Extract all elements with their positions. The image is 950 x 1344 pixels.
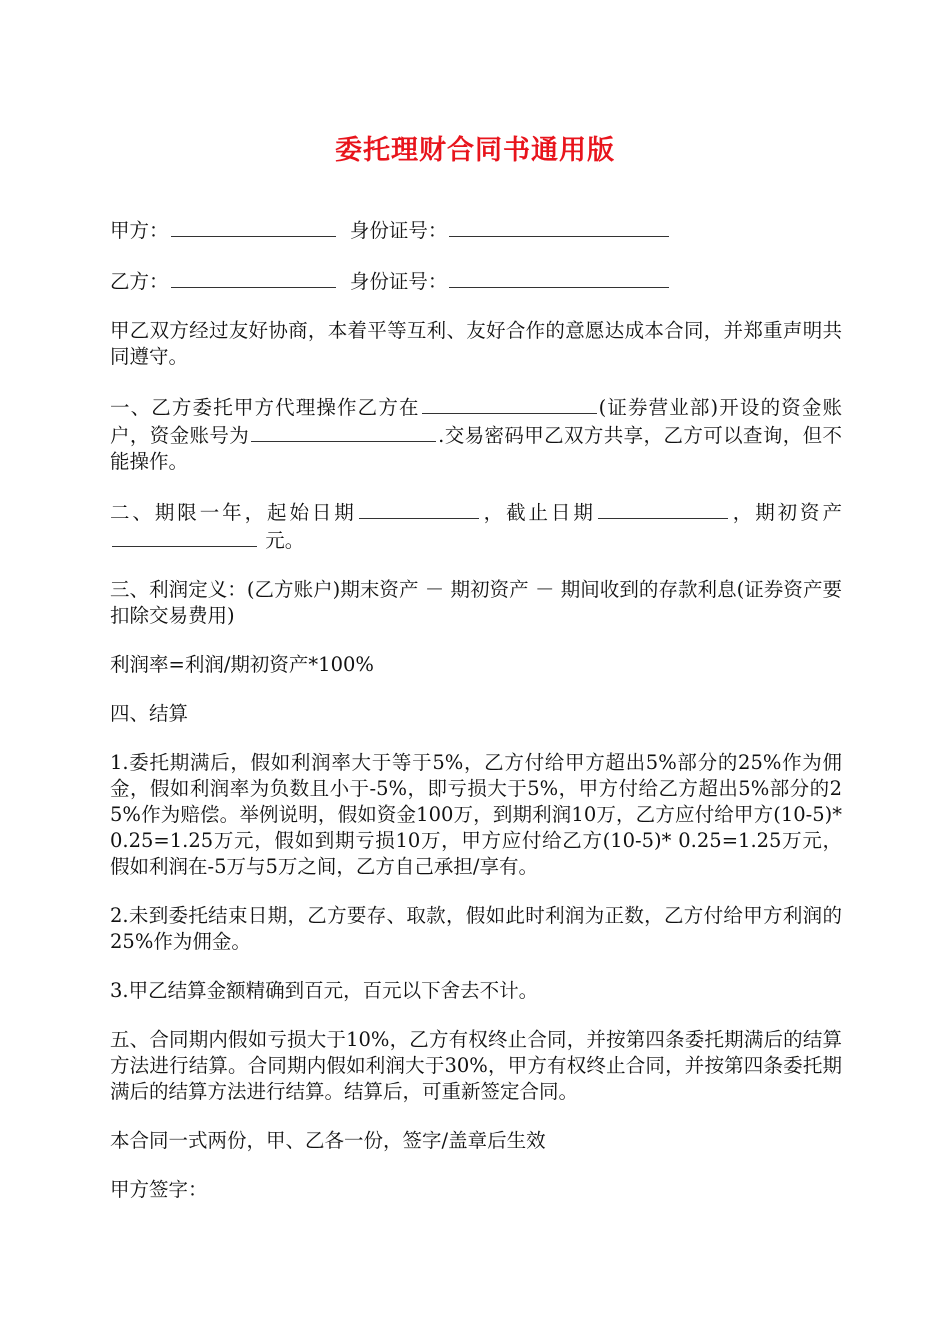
- document-title: 委托理财合同书通用版: [335, 135, 615, 166]
- clause-5: 五、合同期内假如亏损大于10%，乙方有权终止合同，并按第四条委托期满后的结算方法进行结算。合同期内假如利润大于30%，甲方有权终止合同，并按第四条委托期满后的结算方法进行结算。结算后，可重新签定合同。: [110, 1028, 842, 1103]
- party-b-id-blank: [449, 267, 669, 288]
- settlement-item-1: 1.委托期满后，假如利润率大于等于5%，乙方付给甲方超出5%部分的25%作为佣金，假如利润率为负数且小于-5%，即亏损大于5%，甲方付给乙方超出5%部分的25%作为赔偿。举例说明，假如资金100万，到期利润10万，乙方应付给甲方(10-5)*0.25=1.25万元，假如到期亏损10万，甲方应付给乙方(10-5)* 0.25=1.25万元，假如利润在-5万与5万之间，乙方自己承担/享有。: [110, 751, 842, 878]
- party-b-name-blank: [171, 267, 336, 288]
- copies-statement: 本合同一式两份，甲、乙各一份，签字/盖章后生效: [110, 1129, 546, 1152]
- clause-2: [110, 498, 842, 554]
- clause-3: 三、利润定义：(乙方账户)期末资产 － 期初资产 － 期间收到的存款利息(证券资产要扣除交易费用): [110, 578, 842, 627]
- party-a-signature: 甲方签字：: [110, 1178, 208, 1201]
- account-number-blank: [251, 421, 436, 442]
- clause-2-text-1: 二、期限一年，起始日期: [110, 501, 357, 524]
- party-a-id-label: 身份证号：: [349, 219, 448, 242]
- clause-1: [110, 393, 842, 475]
- clause-1-text-2: (证券营业部)开设的资金账户，资金账号为: [110, 396, 842, 447]
- party-b-id-label: 身份证号：: [349, 270, 448, 293]
- clause-1-text-1: 一、乙方委托甲方代理操作乙方在: [110, 396, 420, 419]
- party-a-name-blank: [171, 216, 336, 237]
- clause-2-text-3: ，期初资产: [729, 501, 842, 524]
- party-a-label: 甲方：: [110, 219, 169, 242]
- party-a-id-blank: [449, 216, 669, 237]
- start-date-blank: [359, 498, 479, 519]
- clause-1-text-3: .交易密码甲乙双方共享，乙方可以查询，但不能操作。: [110, 424, 842, 473]
- initial-assets-blank: [112, 526, 257, 547]
- settlement-item-2: 2.未到委托结束日期，乙方要存、取款，假如此时利润为正数，乙方付给甲方利润的25%作为佣金。: [110, 904, 842, 953]
- clause-4-heading: 四、结算: [110, 702, 189, 725]
- securities-office-blank: [422, 393, 597, 414]
- party-b-line: [110, 267, 842, 295]
- intro-paragraph: 甲乙双方经过友好协商，本着平等互利、友好合作的意愿达成本合同，并郑重声明共同遵守。: [110, 319, 842, 368]
- settlement-item-3: 3.甲乙结算金额精确到百元，百元以下舍去不计。: [110, 979, 539, 1002]
- profit-rate-formula: 利润率=利润/期初资产*100%: [110, 653, 374, 676]
- party-a-line: [110, 216, 842, 244]
- clause-2-text-4: 元。: [265, 529, 305, 552]
- end-date-blank: [598, 498, 728, 519]
- document-body: [110, 216, 842, 1226]
- party-b-label: 乙方：: [110, 270, 169, 293]
- clause-2-text-2: ，截止日期: [480, 501, 596, 524]
